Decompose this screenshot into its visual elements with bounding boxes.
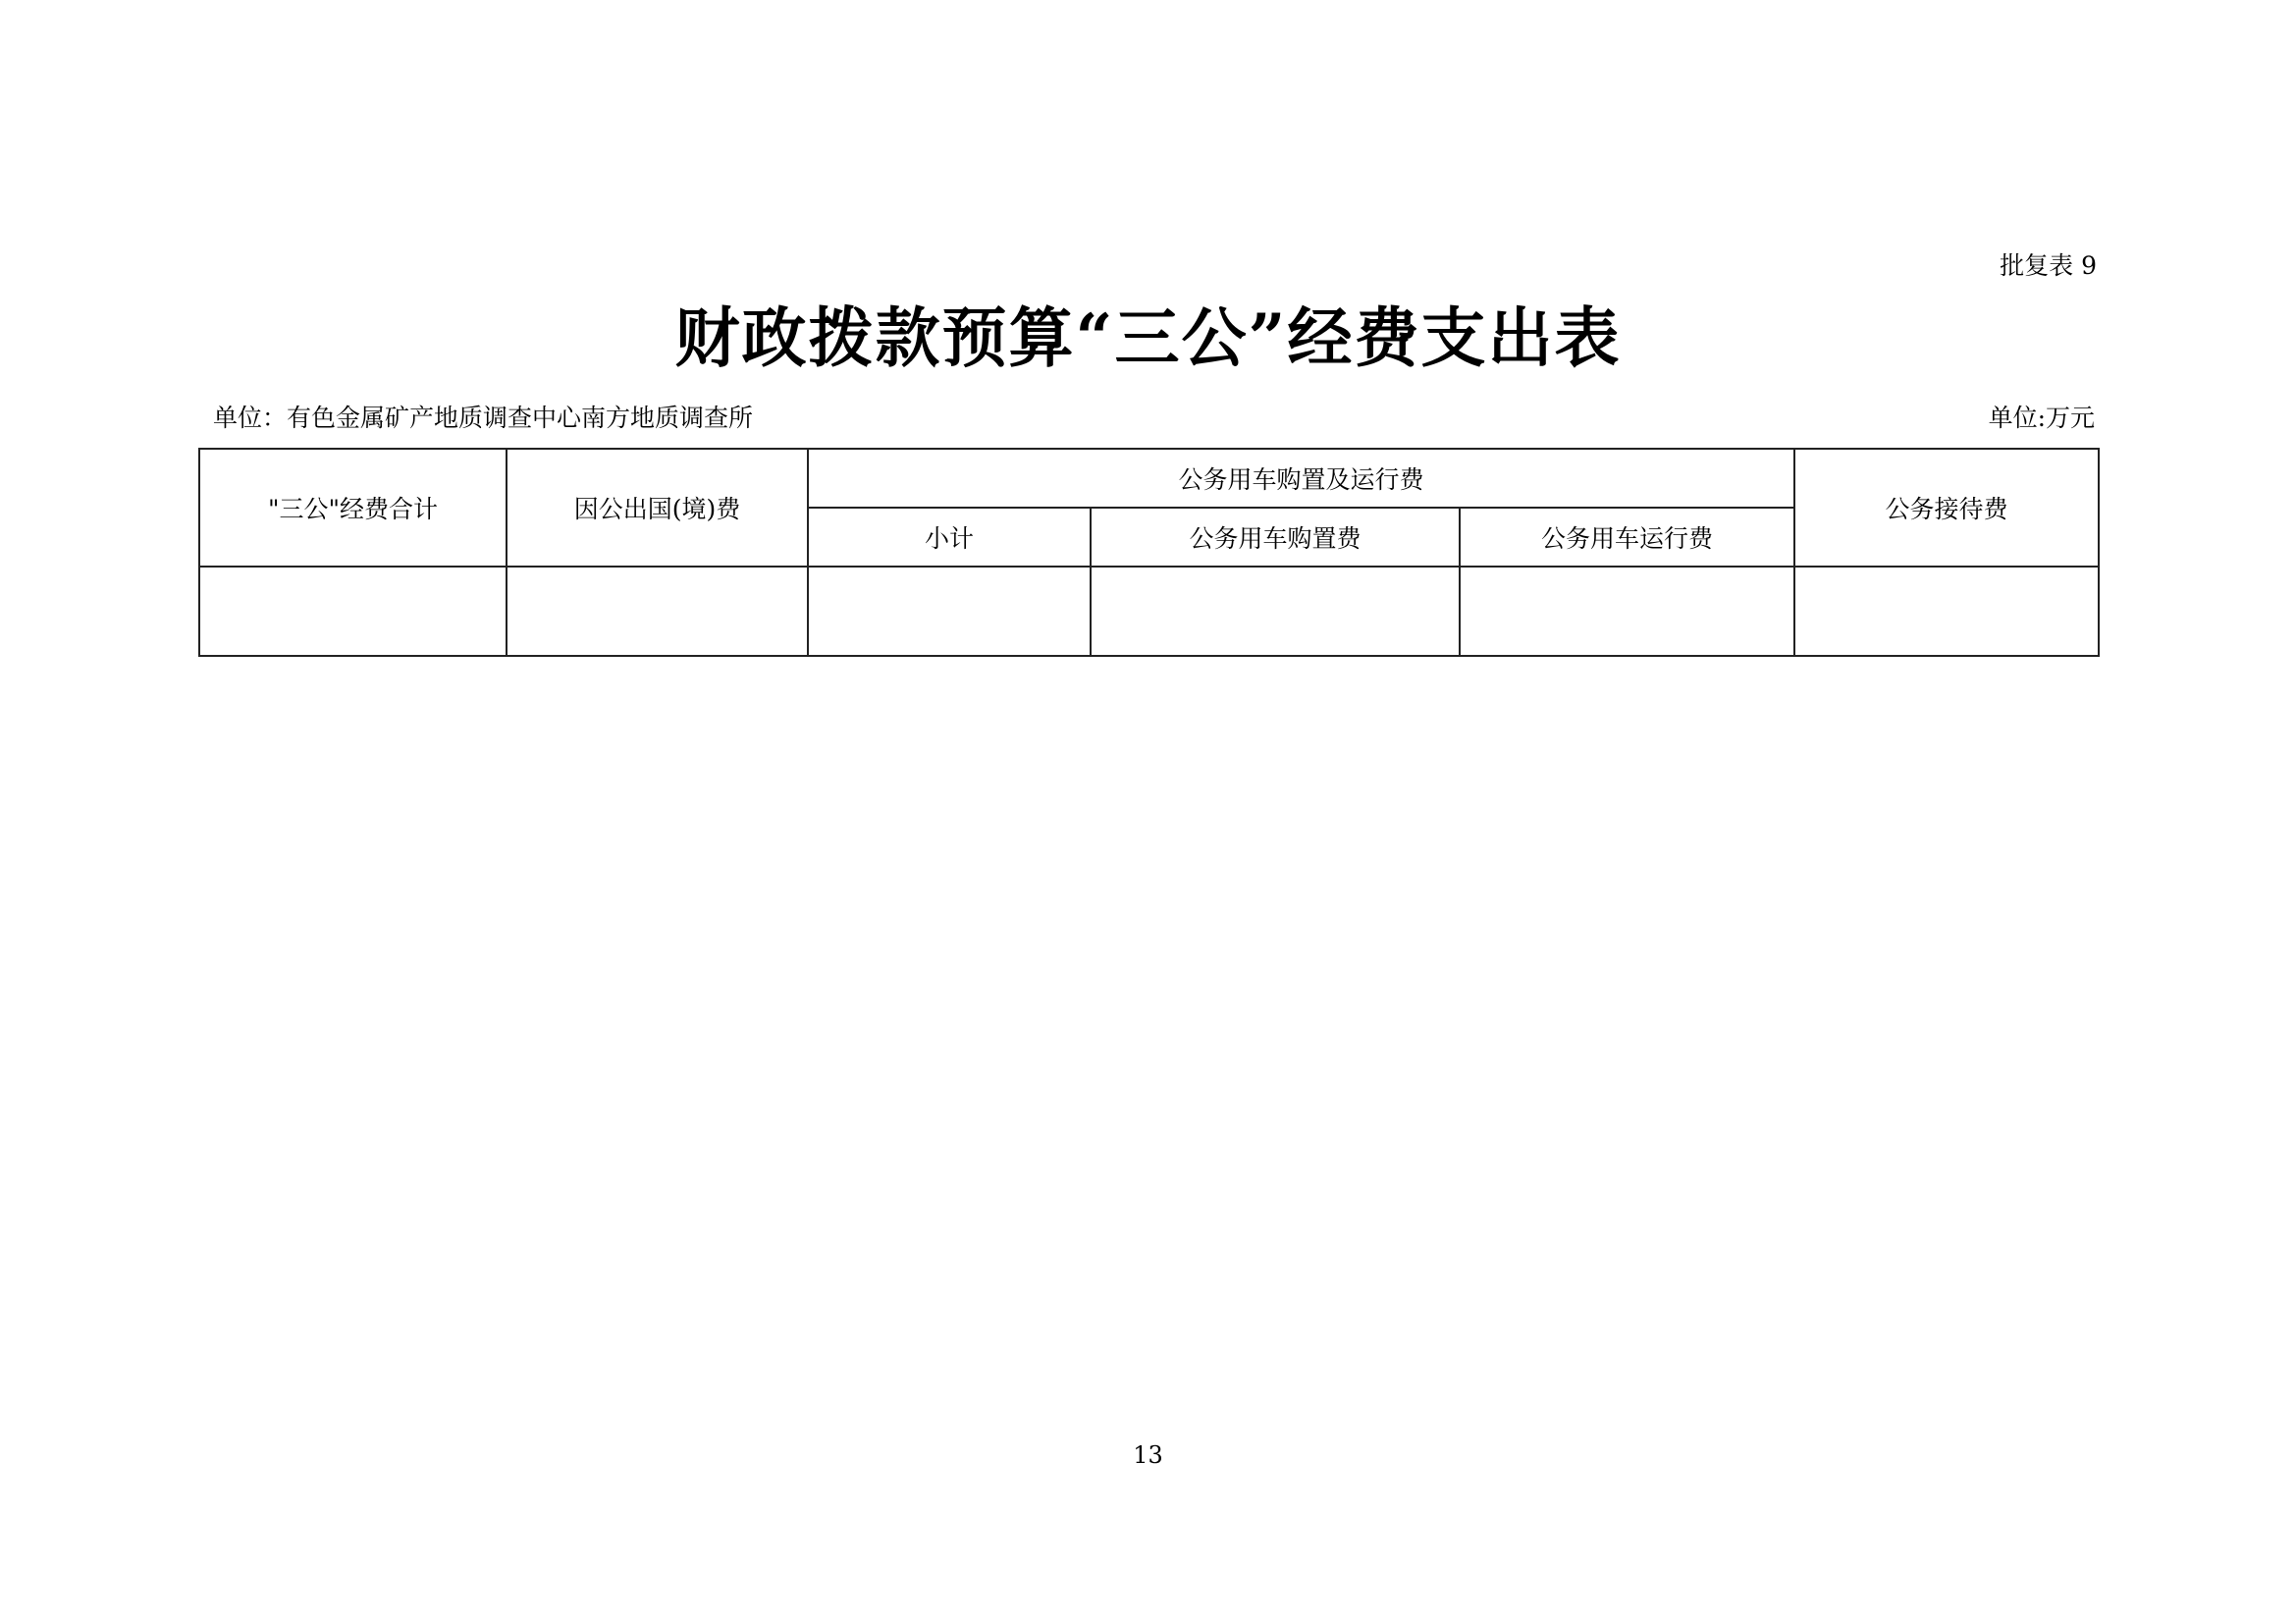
currency-unit: 单位:万元	[1988, 404, 2095, 432]
header-vehicle-purchase: 公务用车购置费	[1091, 508, 1460, 567]
header-vehicle-operation: 公务用车运行费	[1460, 508, 1794, 567]
header-overseas: 因公出国(境)费	[507, 449, 808, 567]
header-vehicle-subtotal: 小计	[808, 508, 1091, 567]
cell-overseas	[507, 567, 808, 656]
cell-vehicle-operation	[1460, 567, 1794, 656]
page-title: 财政拨款预算“三公”经费支出表	[674, 299, 1622, 376]
table-row	[199, 567, 2099, 656]
table-header-row	[199, 449, 2099, 508]
cell-vehicle-purchase	[1091, 567, 1460, 656]
cell-total	[199, 567, 507, 656]
form-number: 批复表 9	[2000, 251, 2097, 280]
budget-table	[198, 448, 2100, 657]
meta-row	[213, 402, 2095, 435]
cell-reception	[1794, 567, 2099, 656]
header-total: "三公"经费合计	[199, 449, 507, 567]
cell-vehicle-subtotal	[808, 567, 1091, 656]
header-vehicle-group: 公务用车购置及运行费	[808, 449, 1794, 508]
organization-unit: 单位：有色金属矿产地质调查中心南方地质调查所	[213, 404, 754, 432]
header-reception: 公务接待费	[1794, 449, 2099, 567]
page-number: 13	[1133, 1441, 1163, 1469]
